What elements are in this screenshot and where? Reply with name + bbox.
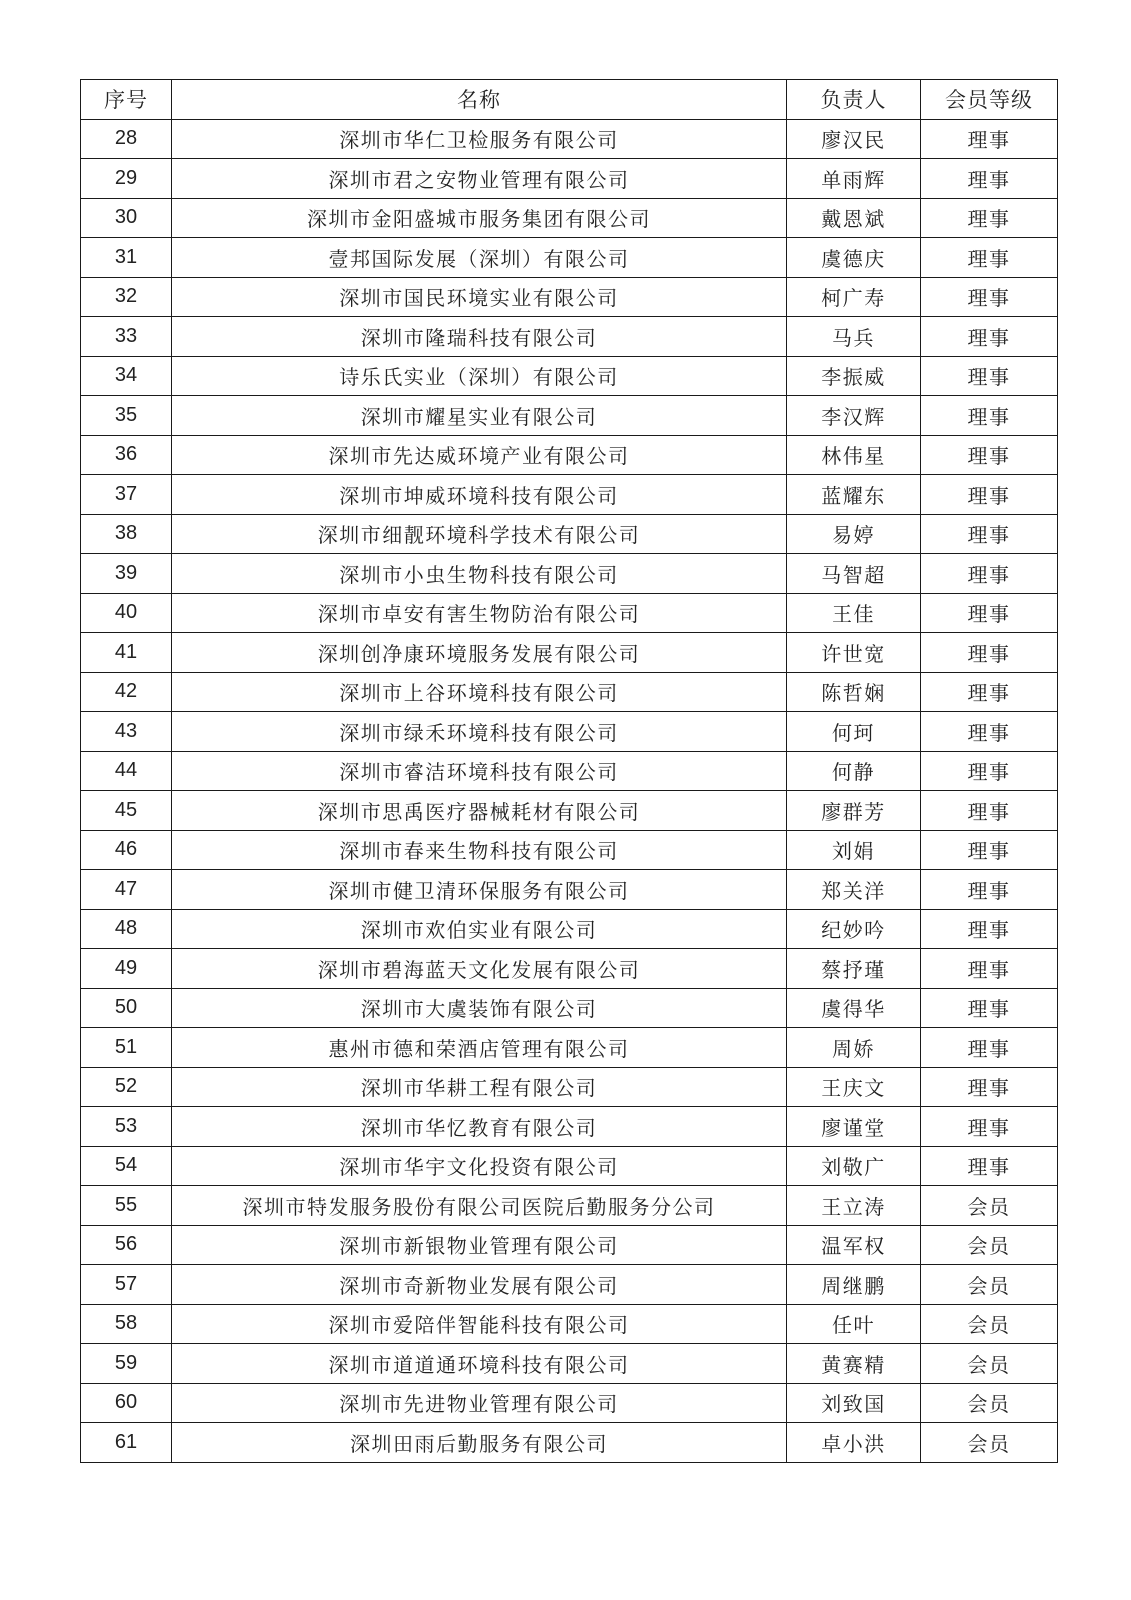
row-member-level: 理事 [921,949,1058,989]
row-company-name: 深圳市特发服务股份有限公司医院后勤服务分公司 [172,1186,787,1226]
row-member-level: 理事 [921,317,1058,357]
row-serial-number: 33 [81,317,172,357]
table-row [81,949,1058,989]
table-row [81,1067,1058,1107]
table-row [81,870,1058,910]
row-company-name: 深圳市金阳盛城市服务集团有限公司 [172,198,787,238]
row-serial-number: 60 [81,1383,172,1423]
table-row [81,909,1058,949]
row-person-in-charge: 廖群芳 [787,791,921,831]
row-person-in-charge: 卓小洪 [787,1423,921,1463]
row-member-level: 会员 [921,1265,1058,1305]
row-person-in-charge: 纪妙吟 [787,909,921,949]
row-serial-number: 54 [81,1146,172,1186]
row-serial-number: 36 [81,435,172,475]
row-serial-number: 50 [81,988,172,1028]
row-member-level: 理事 [921,1028,1058,1068]
row-company-name: 深圳市国民环境实业有限公司 [172,277,787,317]
table-row [81,356,1058,396]
row-company-name: 深圳市碧海蓝天文化发展有限公司 [172,949,787,989]
row-member-level: 理事 [921,633,1058,673]
row-member-level: 理事 [921,475,1058,515]
header-person-in-charge: 负责人 [787,80,921,120]
row-company-name: 深圳市春来生物科技有限公司 [172,830,787,870]
row-serial-number: 30 [81,198,172,238]
row-company-name: 深圳市上谷环境科技有限公司 [172,672,787,712]
row-serial-number: 43 [81,712,172,752]
row-serial-number: 28 [81,119,172,159]
row-serial-number: 40 [81,593,172,633]
row-member-level: 理事 [921,870,1058,910]
row-company-name: 深圳市华耕工程有限公司 [172,1067,787,1107]
row-person-in-charge: 何静 [787,751,921,791]
row-member-level: 理事 [921,198,1058,238]
row-serial-number: 31 [81,238,172,278]
row-company-name: 深圳市耀星实业有限公司 [172,396,787,436]
row-person-in-charge: 刘致国 [787,1383,921,1423]
row-person-in-charge: 蓝耀东 [787,475,921,515]
row-serial-number: 59 [81,1344,172,1384]
row-person-in-charge: 刘娟 [787,830,921,870]
row-serial-number: 48 [81,909,172,949]
row-member-level: 理事 [921,119,1058,159]
row-person-in-charge: 戴恩斌 [787,198,921,238]
row-serial-number: 38 [81,514,172,554]
row-company-name: 深圳市奇新物业发展有限公司 [172,1265,787,1305]
row-person-in-charge: 黄赛精 [787,1344,921,1384]
row-serial-number: 34 [81,356,172,396]
row-company-name: 深圳市先进物业管理有限公司 [172,1383,787,1423]
row-serial-number: 44 [81,751,172,791]
row-serial-number: 42 [81,672,172,712]
row-serial-number: 55 [81,1186,172,1226]
row-person-in-charge: 李汉辉 [787,396,921,436]
table-row [81,317,1058,357]
row-person-in-charge: 柯广寿 [787,277,921,317]
row-member-level: 理事 [921,988,1058,1028]
row-person-in-charge: 马智超 [787,554,921,594]
table-body [81,119,1058,1462]
row-company-name: 深圳田雨后勤服务有限公司 [172,1423,787,1463]
row-member-level: 理事 [921,238,1058,278]
row-person-in-charge: 单雨辉 [787,159,921,199]
row-person-in-charge: 易婷 [787,514,921,554]
row-company-name: 深圳市华仁卫检服务有限公司 [172,119,787,159]
table-row [81,1146,1058,1186]
row-company-name: 深圳市先达威环境产业有限公司 [172,435,787,475]
row-member-level: 理事 [921,791,1058,831]
row-person-in-charge: 廖汉民 [787,119,921,159]
row-company-name: 深圳市华宇文化投资有限公司 [172,1146,787,1186]
table-row [81,1225,1058,1265]
row-member-level: 会员 [921,1225,1058,1265]
row-person-in-charge: 周娇 [787,1028,921,1068]
table-row [81,751,1058,791]
row-company-name: 深圳市坤威环境科技有限公司 [172,475,787,515]
row-member-level: 理事 [921,1146,1058,1186]
row-member-level: 会员 [921,1344,1058,1384]
row-person-in-charge: 刘敬广 [787,1146,921,1186]
row-member-level: 理事 [921,554,1058,594]
row-serial-number: 32 [81,277,172,317]
row-company-name: 诗乐氏实业（深圳）有限公司 [172,356,787,396]
row-company-name: 深圳市道道通环境科技有限公司 [172,1344,787,1384]
table-row [81,633,1058,673]
table-row [81,554,1058,594]
table-row [81,119,1058,159]
table-row [81,1107,1058,1147]
table-row [81,830,1058,870]
row-member-level: 会员 [921,1304,1058,1344]
row-company-name: 深圳市思禹医疗器械耗材有限公司 [172,791,787,831]
row-serial-number: 47 [81,870,172,910]
row-company-name: 深圳市欢伯实业有限公司 [172,909,787,949]
row-company-name: 深圳市卓安有害生物防治有限公司 [172,593,787,633]
row-serial-number: 41 [81,633,172,673]
row-serial-number: 58 [81,1304,172,1344]
table-row [81,791,1058,831]
row-company-name: 深圳市睿洁环境科技有限公司 [172,751,787,791]
row-company-name: 深圳市绿禾环境科技有限公司 [172,712,787,752]
row-company-name: 壹邦国际发展（深圳）有限公司 [172,238,787,278]
table-row [81,988,1058,1028]
header-member-level: 会员等级 [921,80,1058,120]
table-row [81,514,1058,554]
row-serial-number: 53 [81,1107,172,1147]
row-serial-number: 51 [81,1028,172,1068]
table-row [81,1304,1058,1344]
row-member-level: 会员 [921,1383,1058,1423]
row-member-level: 理事 [921,751,1058,791]
table-row [81,1344,1058,1384]
row-serial-number: 49 [81,949,172,989]
table-row [81,277,1058,317]
row-person-in-charge: 陈哲娴 [787,672,921,712]
row-member-level: 理事 [921,593,1058,633]
row-person-in-charge: 林伟星 [787,435,921,475]
row-person-in-charge: 王庆文 [787,1067,921,1107]
row-person-in-charge: 蔡抒瑾 [787,949,921,989]
row-serial-number: 37 [81,475,172,515]
table-row [81,435,1058,475]
table-header-row [81,80,1058,120]
row-person-in-charge: 廖谨堂 [787,1107,921,1147]
row-member-level: 理事 [921,1107,1058,1147]
row-serial-number: 35 [81,396,172,436]
row-company-name: 深圳市新银物业管理有限公司 [172,1225,787,1265]
row-member-level: 理事 [921,514,1058,554]
table-row [81,1028,1058,1068]
row-member-level: 理事 [921,435,1058,475]
table-row [81,593,1058,633]
member-table [80,79,1058,1463]
row-company-name: 惠州市德和荣酒店管理有限公司 [172,1028,787,1068]
row-serial-number: 39 [81,554,172,594]
row-member-level: 理事 [921,712,1058,752]
row-member-level: 理事 [921,159,1058,199]
row-serial-number: 61 [81,1423,172,1463]
row-person-in-charge: 周继鹏 [787,1265,921,1305]
row-person-in-charge: 马兵 [787,317,921,357]
row-company-name: 深圳市健卫清环保服务有限公司 [172,870,787,910]
row-person-in-charge: 许世宽 [787,633,921,673]
table-row [81,198,1058,238]
row-person-in-charge: 何珂 [787,712,921,752]
row-person-in-charge: 温军权 [787,1225,921,1265]
row-person-in-charge: 王佳 [787,593,921,633]
row-person-in-charge: 王立涛 [787,1186,921,1226]
row-serial-number: 56 [81,1225,172,1265]
row-serial-number: 46 [81,830,172,870]
row-company-name: 深圳创净康环境服务发展有限公司 [172,633,787,673]
table-row [81,238,1058,278]
row-person-in-charge: 虞得华 [787,988,921,1028]
table-row [81,1265,1058,1305]
row-person-in-charge: 任叶 [787,1304,921,1344]
row-member-level: 会员 [921,1423,1058,1463]
row-serial-number: 29 [81,159,172,199]
row-person-in-charge: 郑关洋 [787,870,921,910]
row-serial-number: 52 [81,1067,172,1107]
row-member-level: 理事 [921,672,1058,712]
row-person-in-charge: 李振威 [787,356,921,396]
table-row [81,712,1058,752]
row-company-name: 深圳市大虞装饰有限公司 [172,988,787,1028]
row-company-name: 深圳市君之安物业管理有限公司 [172,159,787,199]
header-serial-number: 序号 [81,80,172,120]
row-serial-number: 45 [81,791,172,831]
header-name: 名称 [172,80,787,120]
row-member-level: 理事 [921,277,1058,317]
row-member-level: 理事 [921,909,1058,949]
row-company-name: 深圳市细靓环境科学技术有限公司 [172,514,787,554]
row-company-name: 深圳市华忆教育有限公司 [172,1107,787,1147]
table-row [81,1186,1058,1226]
row-person-in-charge: 虞德庆 [787,238,921,278]
row-member-level: 理事 [921,1067,1058,1107]
table-row [81,1423,1058,1463]
row-member-level: 会员 [921,1186,1058,1226]
row-serial-number: 57 [81,1265,172,1305]
row-member-level: 理事 [921,830,1058,870]
row-member-level: 理事 [921,396,1058,436]
row-company-name: 深圳市隆瑞科技有限公司 [172,317,787,357]
row-company-name: 深圳市爱陪伴智能科技有限公司 [172,1304,787,1344]
table-row [81,1383,1058,1423]
table-row [81,475,1058,515]
document-page [80,79,1057,1463]
table-row [81,396,1058,436]
row-member-level: 理事 [921,356,1058,396]
table-row [81,159,1058,199]
row-company-name: 深圳市小虫生物科技有限公司 [172,554,787,594]
table-row [81,672,1058,712]
